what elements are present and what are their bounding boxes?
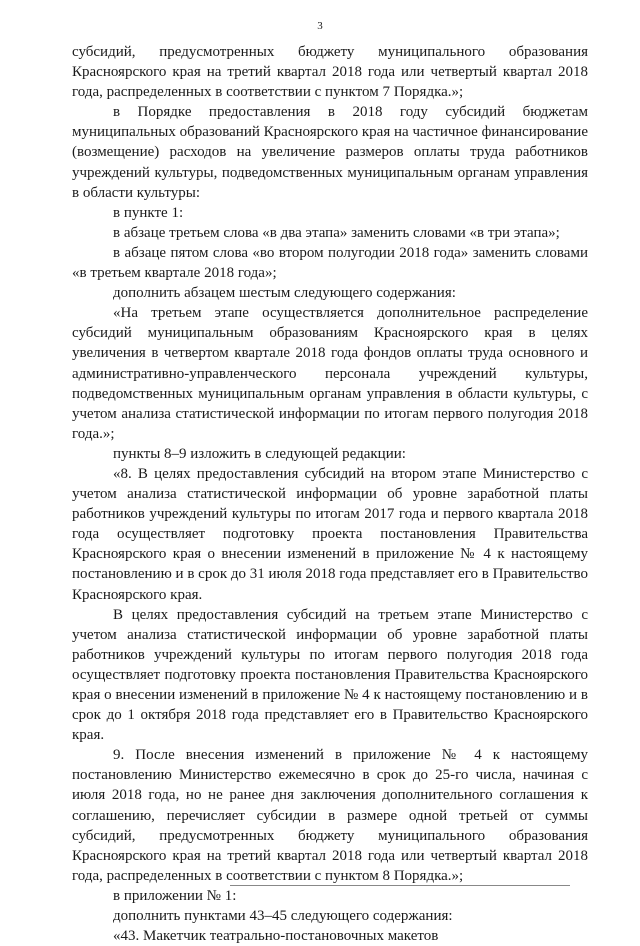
document-body [72,42,588,946]
paragraph-item-1: в пункте 1: [113,204,184,221]
paragraph-fifth-abzac: в абзаце пятом слова «во втором полугодии 2018 года» заменить словами «в третьем квартале 2018 года»; [72,244,588,282]
paragraph-appendix-1: в приложении № 1: [113,887,237,904]
paragraph-add-sixth: дополнить абзацем шестым следующего содержания: [113,285,456,302]
paragraph-third-abzac: в абзаце третьем слова «в два этапа» заменить словами «в три этапа»; [113,224,560,241]
paragraph-item-9: 9. После внесения изменений в приложение № 4 к настоящему постановлению Министерство ежемесячно в срок до 25-го числа, начиная с июля 2018 года, но не ранее дня заключения дополнительного соглашения к соглашению, перечисляет субсидии в размере одной третьей от суммы субсидий, предусмотренных бюджету муниципального образования Красноярского края на третий квартал 2018 года или четвертый квартал 2018 года, распределенных в соответствии с пунктом 8 Порядка.»; [72,747,588,884]
paragraph-add-items-43-45: дополнить пунктами 43–45 следующего содержания: [113,908,453,925]
paragraph-item-8: «8. В целях предоставления субсидий на втором этапе Министерство с учетом анализа статистической информации об уровне заработной платы работников учреждений культуры по итогам 2017 года и первого квартала 2018 года осуществляет подготовку проекта постановления Правительства Красноярского края о внесении изменений в приложение № 4 к настоящему постановлению и в срок до 31 июля 2018 года представляет его в Правительство Красноярского края. [72,465,588,603]
page-number: 3 [317,20,323,32]
paragraph-procedure-intro: в Порядке предоставления в 2018 году субсидий бюджетам муниципальных образований Красноярского края на частичное финансирование (возмещение) расходов на увеличение размеров оплаты труда работников учреждений культуры, подведомственных муниципальным органам управления в области культуры: [72,104,588,201]
footer-rule [230,885,570,886]
paragraph-continuation: субсидий, предусмотренных бюджету муниципального образования Красноярского края на третий квартал 2018 года или четвертый квартал 2018 года, распределенных в соответствии с пунктом 7 Порядка.»; [72,44,588,101]
paragraph-third-stage-subsidies: В целях предоставления субсидий на третьем этапе Министерство с учетом анализа статистической информации об уровне заработной платы работников учреждений культуры по итогам первого полугодия 2018 года осуществляет подготовку проекта постановления Правительства Красноярского края о внесении изменений в приложение № 4 к настоящему постановлению и в срок до 1 октября 2018 года представляет его в Правительство Красноярского края. [72,606,588,744]
paragraph-third-stage: «На третьем этапе осуществляется дополнительное распределение субсидий муниципальным образованиям Красноярского края в целях увеличения в четвертом квартале 2018 года фондов оплаты труда основного и административно-управленческого персонала учреждений культуры, подведомственных муниципальным органам управления в области культуры, с учетом анализа статистической информации по итогам первого полугодия 2018 года.»; [72,305,588,442]
paragraph-item-43: «43. Макетчик театрально-постановочных макетов [113,928,439,945]
paragraph-items-8-9: пункты 8–9 изложить в следующей редакции: [113,445,406,462]
